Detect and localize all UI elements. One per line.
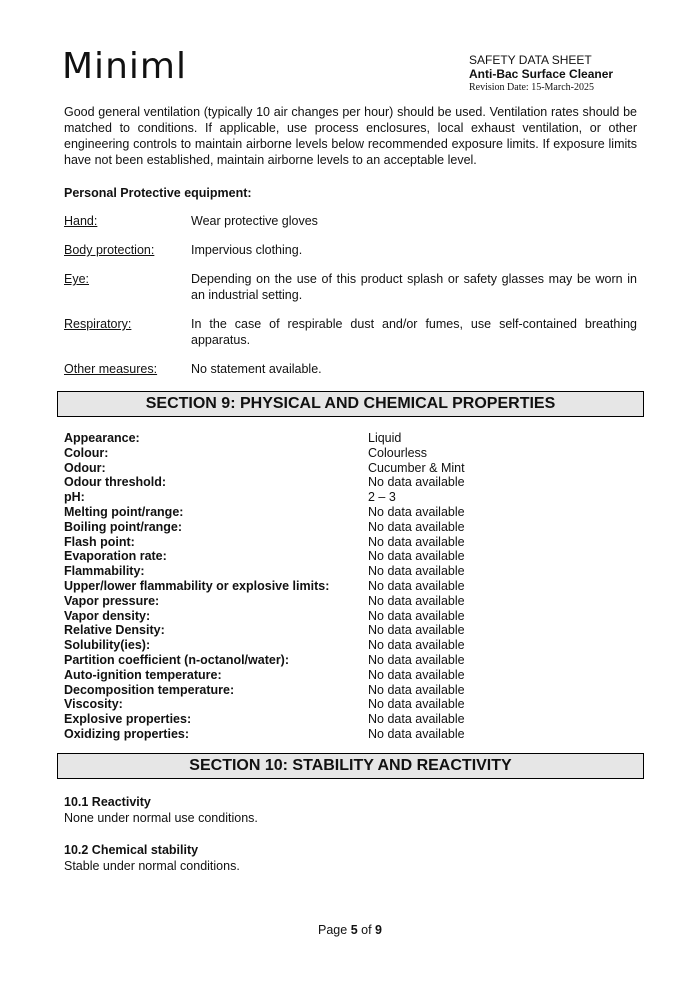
property-value: No data available	[368, 504, 465, 519]
property-value: No data available	[368, 593, 465, 608]
property-label: Explosive properties:	[64, 712, 192, 727]
property-value: 2 – 3	[368, 490, 396, 505]
property-value: Cucumber & Mint	[368, 460, 465, 475]
property-label: Odour threshold:	[64, 475, 167, 490]
property-row	[64, 638, 637, 653]
document-header	[469, 53, 613, 95]
property-row	[64, 461, 637, 476]
property-label: Boiling point/range:	[64, 519, 183, 534]
property-row	[64, 549, 637, 564]
property-label: Auto-ignition temperature:	[64, 667, 222, 682]
revision-date: Revision Date: 15-March-2025	[469, 82, 594, 93]
product-name: Anti-Bac Surface Cleaner	[469, 67, 614, 81]
page-number	[0, 923, 700, 937]
ppe-label: Respiratory:	[64, 317, 132, 331]
property-label: Colour:	[64, 445, 109, 460]
ventilation-paragraph: Good general ventilation (typically 10 air changes per hour) should be used. Ventilation rates should be matched to conditions. If applicable, use process enclosures, local exhaust ventilation, or other engineering controls to maintain airborne levels below recommended exposure limits. If exposure limits have not been established, maintain airborne levels to an acceptable level.	[64, 105, 637, 167]
property-row	[64, 579, 637, 594]
reactivity-heading: 10.1 Reactivity	[64, 794, 151, 809]
chemical-stability-text: Stable under normal conditions.	[64, 858, 240, 873]
property-row	[64, 446, 637, 461]
property-row	[64, 727, 637, 742]
property-row	[64, 520, 637, 535]
property-value: No data available	[368, 726, 465, 741]
property-label: Oxidizing properties:	[64, 726, 190, 741]
property-row	[64, 712, 637, 727]
property-value: No data available	[368, 578, 465, 593]
section-9-heading: SECTION 9: PHYSICAL AND CHEMICAL PROPERTIES	[57, 391, 644, 417]
ppe-label: Eye:	[64, 272, 90, 286]
property-value: No data available	[368, 564, 465, 579]
ppe-row-hand	[64, 213, 637, 229]
property-row	[64, 609, 637, 624]
property-row	[64, 535, 637, 550]
property-value: No data available	[368, 475, 465, 490]
property-value: No data available	[368, 682, 465, 697]
company-logo: Miniml	[62, 46, 187, 87]
property-label: Melting point/range:	[64, 504, 184, 519]
property-row	[64, 490, 637, 505]
ppe-row-respiratory	[64, 316, 637, 348]
property-label: Appearance:	[64, 431, 140, 445]
property-label: Relative Density:	[64, 623, 165, 638]
property-value: No data available	[368, 608, 465, 623]
page-current: 5	[350, 923, 358, 937]
property-row	[64, 505, 637, 520]
property-label: Decomposition temperature:	[64, 682, 235, 697]
doc-type: SAFETY DATA SHEET	[469, 53, 592, 67]
property-label: pH:	[64, 490, 85, 505]
ppe-row-eye	[64, 271, 637, 303]
property-value: No data available	[368, 638, 465, 653]
reactivity-text: None under normal use conditions.	[64, 810, 258, 825]
property-value: No data available	[368, 549, 465, 564]
ppe-row-other	[64, 361, 637, 377]
property-row	[64, 623, 637, 638]
property-value: No data available	[368, 697, 465, 712]
property-label: Flash point:	[64, 534, 135, 549]
property-label: Solubility(ies):	[64, 638, 151, 653]
property-label: Odour:	[64, 460, 106, 475]
properties-table	[64, 431, 637, 742]
page-content	[64, 104, 637, 874]
property-row	[64, 683, 637, 698]
page-prefix: Page	[318, 923, 348, 937]
property-row	[64, 594, 637, 609]
ppe-value: Impervious clothing.	[191, 243, 303, 257]
ppe-value: No statement available.	[191, 362, 322, 376]
property-label: Evaporation rate:	[64, 549, 167, 564]
property-value: No data available	[368, 519, 465, 534]
property-label: Flammability:	[64, 564, 145, 579]
ppe-value: Depending on the use of this product splash or safety glasses may be worn in an industrial setting.	[191, 272, 637, 302]
property-value: Liquid	[368, 431, 402, 445]
section-10-heading: SECTION 10: STABILITY AND REACTIVITY	[57, 753, 644, 779]
property-label: Vapor density:	[64, 608, 151, 623]
property-row	[64, 653, 637, 668]
property-row	[64, 668, 637, 683]
property-value: No data available	[368, 652, 465, 667]
property-value: No data available	[368, 667, 465, 682]
ppe-row-body	[64, 242, 637, 258]
property-row	[64, 475, 637, 490]
property-row	[64, 564, 637, 579]
property-row	[64, 697, 637, 712]
property-value: No data available	[368, 623, 465, 638]
property-row	[64, 431, 637, 446]
property-label: Vapor pressure:	[64, 593, 160, 608]
page-of: of	[361, 923, 372, 937]
chemical-stability-heading: 10.2 Chemical stability	[64, 842, 199, 857]
ppe-label: Body protection:	[64, 243, 155, 257]
property-label: Partition coefficient (n-octanol/water):	[64, 652, 290, 667]
property-value: Colourless	[368, 445, 428, 460]
page-total: 9	[375, 923, 382, 937]
property-value: No data available	[368, 712, 465, 727]
ppe-label: Other measures:	[64, 362, 158, 376]
property-label: Viscosity:	[64, 697, 123, 712]
property-label: Upper/lower flammability or explosive limits:	[64, 578, 330, 593]
ppe-label: Hand:	[64, 214, 98, 228]
ppe-heading: Personal Protective equipment:	[64, 186, 252, 200]
ppe-value: In the case of respirable dust and/or fumes, use self-contained breathing apparatus.	[191, 317, 637, 347]
property-value: No data available	[368, 534, 465, 549]
ppe-value: Wear protective gloves	[191, 214, 318, 228]
